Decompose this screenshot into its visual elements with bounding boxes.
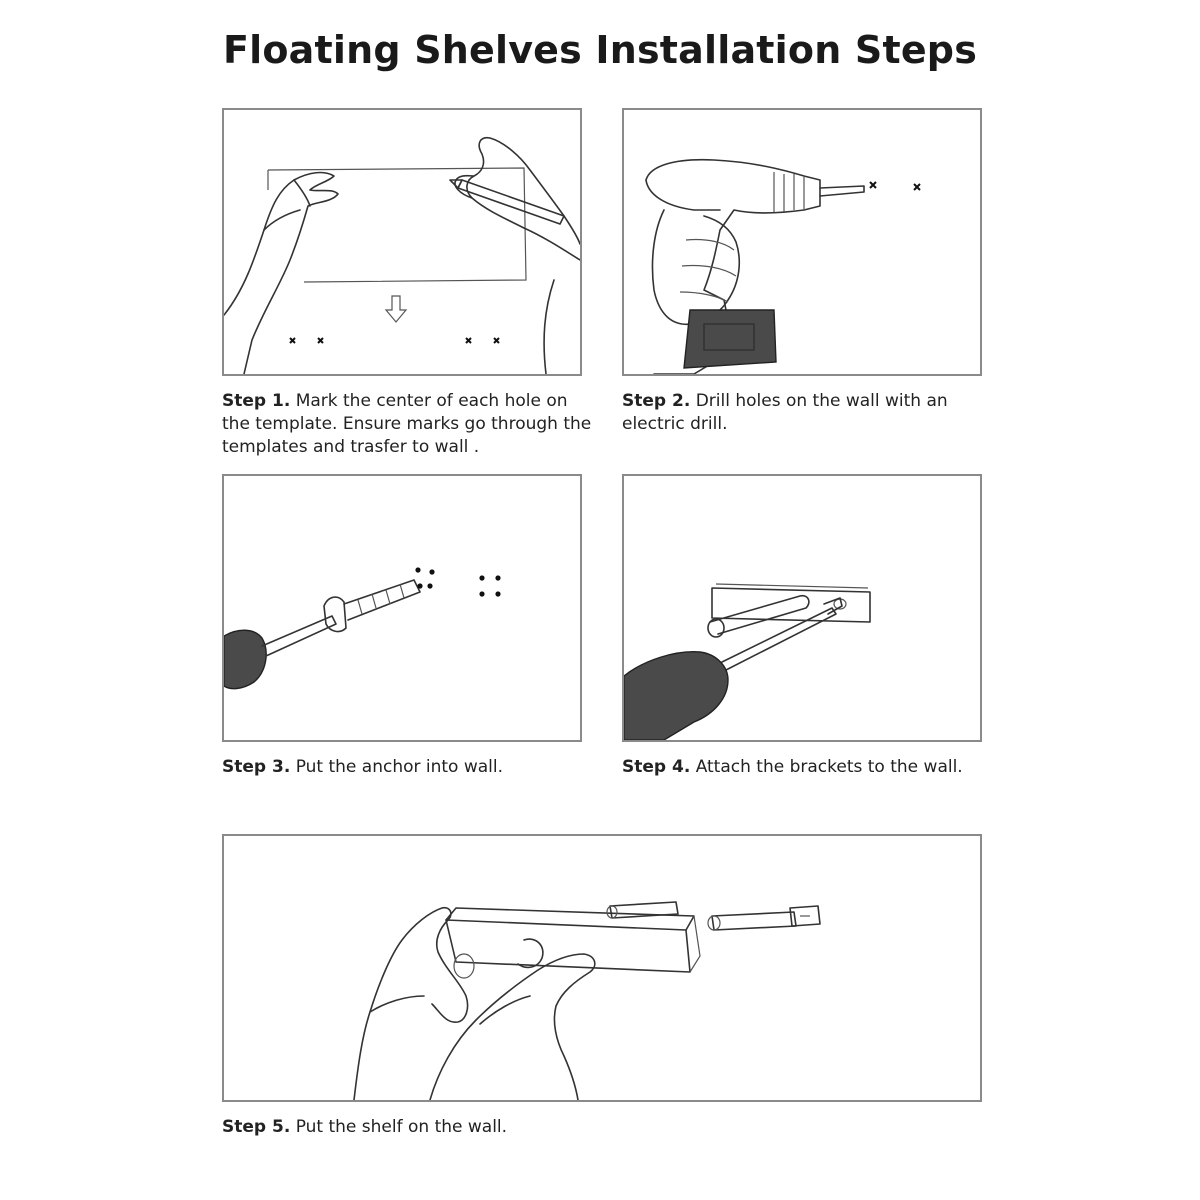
step-4-text: Attach the brackets to the wall. — [695, 757, 963, 777]
step-2-label: Step 2. — [622, 391, 691, 411]
step-4-caption — [622, 756, 992, 779]
step-4-label: Step 4. — [622, 757, 691, 777]
hole-marks — [290, 338, 499, 343]
step-3-illustration — [222, 474, 582, 742]
attach-bracket-drawing — [624, 476, 980, 740]
step-5-illustration — [222, 834, 982, 1102]
step-2-caption — [622, 390, 992, 436]
anchor-hole-marks — [415, 567, 434, 588]
step-2-text: Drill holes on the wall with an electric drill. — [622, 391, 948, 434]
step-4-illustration — [622, 474, 982, 742]
place-shelf-drawing — [224, 836, 980, 1100]
step-1-caption — [222, 390, 592, 459]
step-1-text: Mark the center of each hole on the template. Ensure marks go through the templates and trasfer to wall . — [222, 391, 592, 457]
step-3-text: Put the anchor into wall. — [295, 757, 504, 777]
step-5-label: Step 5. — [222, 1117, 291, 1137]
insert-anchor-drawing — [224, 476, 580, 740]
step-1-illustration — [222, 108, 582, 376]
step-1-label: Step 1. — [222, 391, 291, 411]
step-5-text: Put the shelf on the wall. — [295, 1117, 508, 1137]
step-3-caption — [222, 756, 592, 779]
step-3-label: Step 3. — [222, 757, 291, 777]
step-5-caption — [222, 1116, 722, 1139]
mark-template-drawing — [224, 110, 580, 374]
second-hole-marks — [479, 575, 500, 596]
page-title: Floating Shelves Installation Steps — [222, 28, 978, 72]
hole-marks — [870, 182, 920, 190]
step-2-illustration — [622, 108, 982, 376]
drill-holes-drawing — [624, 110, 980, 374]
